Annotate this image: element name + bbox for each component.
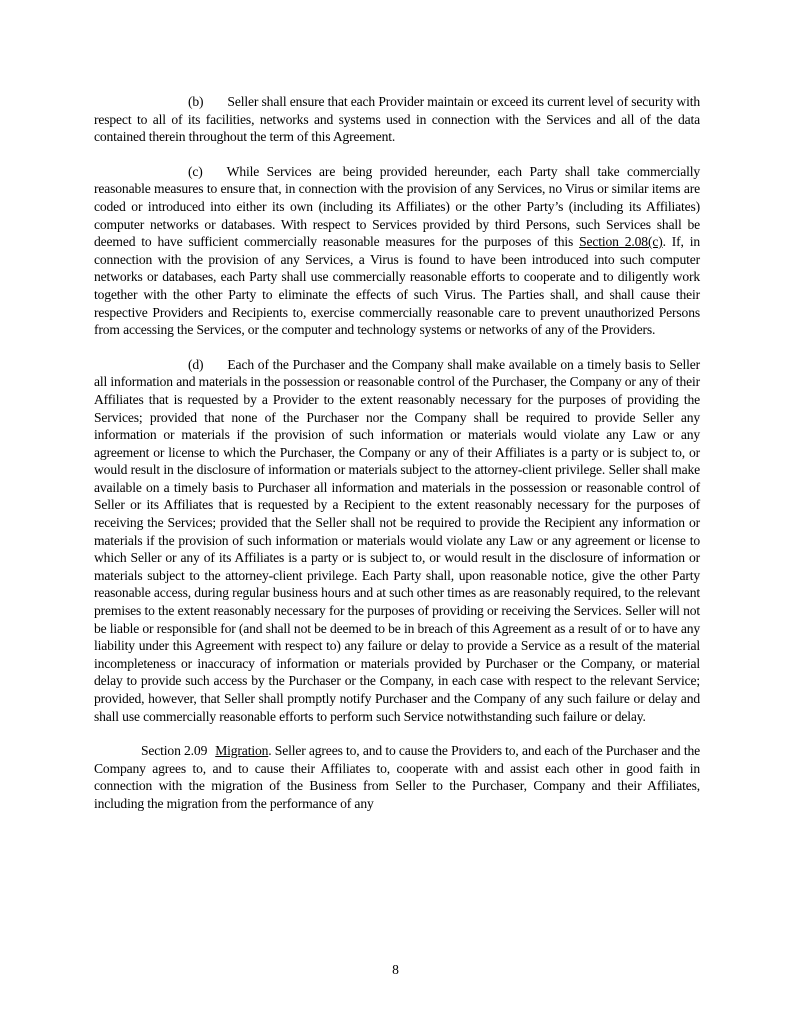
section-number: Section 2.09 xyxy=(141,743,208,759)
paragraph-b-marker: (b) xyxy=(188,94,204,109)
paragraph-d-marker: (d) xyxy=(188,356,204,372)
section-2-09 xyxy=(94,742,700,812)
page-number: 8 xyxy=(392,962,399,977)
paragraph-c-text-1: While Services are being provided hereunder, each Party shall take commercially reasonable measures to ensure that, in connection with the provision of any Services, no Virus or similar items are coded or introduced into either its own (including its Affiliates) or the other Party’s (including its Affiliates) computer networks or databases. With respect to Services provided by third Persons, such Services shall be deemed to have sufficient commercially reasonable measures for the purposes of this xyxy=(94,163,700,250)
paragraph-d-text: Each of the Purchaser and the Company shall make available on a timely basis to Seller all information and materials in the possession or reasonable control of the Purchaser, the Company or any of their Affiliates that is requested by a Provider to the extent reasonably necessary for the purposes of providing the Services; provided that none of the Purchaser nor the Company shall be required to provide Seller any information or materials if the provision of such information or materials would violate any Law or any agreement or license to which the Purchaser, the Company or any of their Affiliates is a party or is subject to, or would result in the disclosure of information or materials subject to the attorney-client privilege. Seller shall make available on a timely basis to Purchaser all information and materials in the possession or reasonable control of Seller or its Affiliates that is requested by a Recipient to the extent reasonably necessary for the purposes of receiving the Services; provided that the Seller shall not be required to provide the Recipient any information or materials if the provision of such information or materials would violate any Law or any agreement or license to which Seller or any of its Affiliates is a party or is subject to, or would result in the disclosure of information or materials subject to the attorney-client privilege. Each Party shall, upon reasonable notice, give the other Party reasonable access, during regular business hours and at such other times as are reasonably required, to the relevant premises to the extent reasonably necessary for the purposes of providing or receiving the Services. Seller will not be liable or responsible for (and shall not be deemed to be in breach of this Agreement as a result of or to have any liability under this Agreement with respect to) any failure or delay to provide a Service as a result of the material incompleteness or inaccuracy of information or materials provided by Purchaser or the Company, or material delay to provide such access by the Purchaser or the Company, in each case with respect to the relevant Service; provided, however, that Seller shall promptly notify Purchaser and the Company of any such failure or delay and shall use commercially reasonable efforts to perform such Service notwithstanding such failure or delay. xyxy=(94,356,700,724)
paragraph-b-text: Seller shall ensure that each Provider maintain or exceed its current level of security with respect to all of its facilities, networks and systems used in connection with the Services and all of the data contained therein throughout the term of this Agreement. xyxy=(94,94,700,145)
paragraph-b xyxy=(94,93,700,146)
paragraph-c xyxy=(94,163,700,339)
document-page xyxy=(94,93,700,830)
section-text: . Seller agrees to, and to cause the Providers to, and each of the Purchaser and the Company agrees to, and to cause their Affiliates to, cooperate with and assist each other in good faith in connection with the migration of the Business from Seller to the Purchaser, Company and their Affiliates, including the migration from the performance of any xyxy=(94,743,700,811)
section-2-08c-reference: Section 2.08(c) xyxy=(579,234,663,250)
paragraph-c-marker: (c) xyxy=(188,163,203,179)
paragraph-c-text-2: . If, in connection with the provision of any Services, a Virus is found to have been introduced into such computer networks or databases, each Party shall use commercially reasonable efforts to cooperate and to diligently work together with the other Party to eliminate the effects of such Virus. The Parties shall, and shall cause their respective Providers and Recipients to, exercise commercially reasonable care to prevent unauthorized Persons from accessing the Services, or the computer and technology systems or networks of any of the Providers. xyxy=(94,234,700,338)
paragraph-d xyxy=(94,356,700,725)
section-title: Migration xyxy=(215,743,269,759)
